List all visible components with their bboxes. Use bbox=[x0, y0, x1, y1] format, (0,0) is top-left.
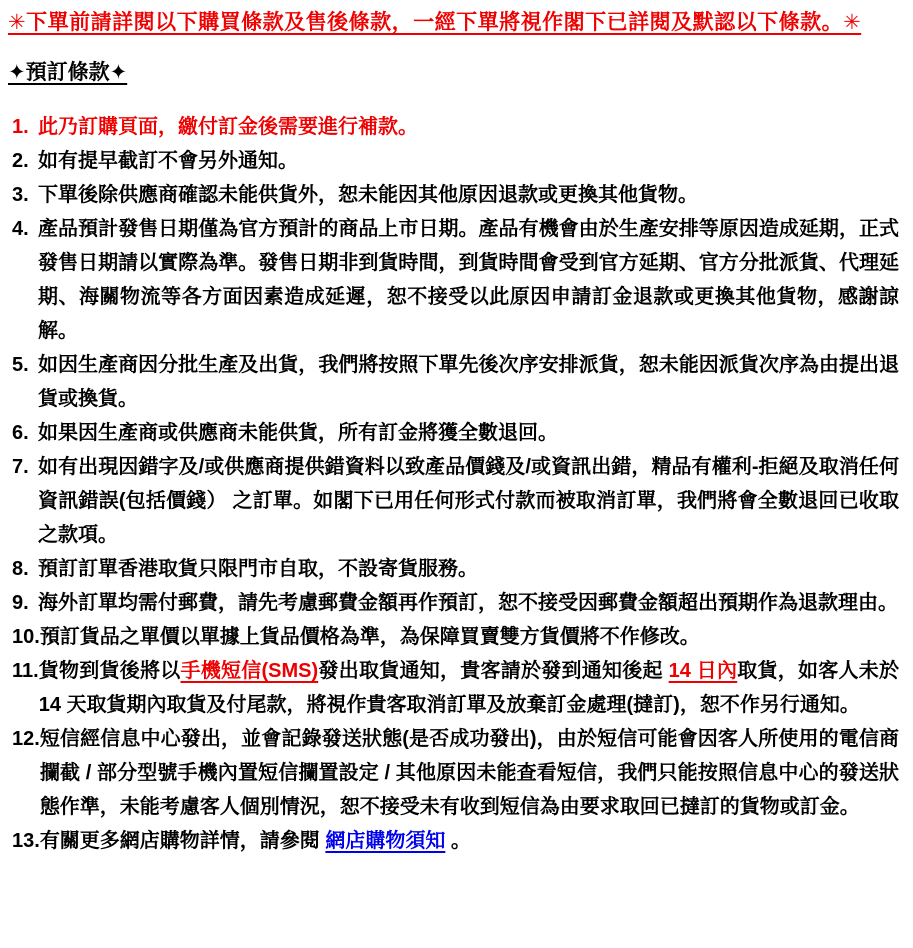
item-number: 1. bbox=[12, 116, 29, 138]
term-item-7 bbox=[8, 450, 899, 552]
item-number: 4. bbox=[12, 218, 29, 240]
item-text bbox=[38, 348, 899, 416]
item-number: 8. bbox=[12, 558, 29, 580]
text-segment: 短信經信息中心發出，並會記錄發送狀態(是否成功發出)，由於短信可能會因客人所使用的電信商攔截 / 部分型號手機內置短信攔置設定 / 其他原因未能查看短信，我們只能按照信息中心的發送狀態作準，未能考慮客人個別情況，恕不接受未有收到短信為由要求取回已撻訂的貨物或訂金。 bbox=[39, 728, 899, 818]
term-item-9 bbox=[8, 586, 899, 620]
text-segment: 海外訂單均需付郵費，請先考慮郵費金額再作預訂，恕不接受因郵費金額超出預期作為退款理由。 bbox=[38, 592, 898, 614]
section-heading-text: ✦預訂條款✦ bbox=[8, 61, 128, 84]
item-number: 13. bbox=[12, 830, 40, 852]
term-item-3 bbox=[8, 178, 899, 212]
text-segment: 如因生產商因分批生產及出貨，我們將按照下單先後次序安排派貨，恕未能因派貨次序為由提出退貨或換貨。 bbox=[38, 354, 899, 410]
text-segment: 下單後除供應商確認未能供貨外，恕未能因其他原因退款或更換其他貨物。 bbox=[38, 184, 698, 206]
text-segment: 有關更多網店購物詳情，請參閱 bbox=[39, 830, 326, 852]
item-text bbox=[40, 620, 899, 654]
text-segment: 預訂貨品之單價以單據上貨品價格為準，為保障買賣雙方貨價將不作修改。 bbox=[39, 626, 700, 648]
item-text bbox=[38, 586, 899, 620]
term-item-12 bbox=[8, 722, 899, 824]
text-segment: 產品預計發售日期僅為官方預計的商品上市日期。產品有機會由於生產安排等原因造成延期，正式發售日期請以實際為準。發售日期非到貨時間，到貨時間會受到官方延期、官方分批派貨、代理延期、海關物流等各方面因素造成延遲，恕不接受以此原因申請訂金退款或更換其他貨物，感謝諒解。 bbox=[38, 218, 899, 342]
term-item-2 bbox=[8, 144, 899, 178]
text-segment: 貨物到貨後將以 bbox=[38, 660, 181, 682]
term-item-4 bbox=[8, 212, 899, 348]
highlighted-phrase: 手機短信(SMS) bbox=[180, 660, 319, 682]
item-text bbox=[38, 450, 899, 552]
section-heading-preorder-terms bbox=[8, 60, 899, 86]
item-number: 3. bbox=[12, 184, 29, 206]
item-number: 9. bbox=[12, 592, 29, 614]
term-item-10 bbox=[8, 620, 899, 654]
text-segment: 此乃訂購頁面，繳付訂金後需要進行補款。 bbox=[38, 116, 418, 138]
text-segment: 如果因生產商或供應商未能供貨，所有訂金將獲全數退回。 bbox=[38, 422, 558, 444]
item-text bbox=[38, 110, 899, 144]
item-text bbox=[40, 824, 899, 858]
highlighted-phrase: 14 日內 bbox=[668, 660, 738, 682]
term-item-6 bbox=[8, 416, 899, 450]
text-segment: 預訂訂單香港取貨只限門市自取，不設寄貨服務。 bbox=[38, 558, 478, 580]
item-number: 12. bbox=[12, 728, 40, 750]
item-number: 6. bbox=[12, 422, 29, 444]
item-text bbox=[38, 144, 899, 178]
item-number: 10. bbox=[12, 626, 40, 648]
item-text bbox=[40, 722, 899, 824]
item-number: 11. bbox=[12, 660, 39, 682]
term-item-11 bbox=[8, 654, 899, 722]
term-item-8 bbox=[8, 552, 899, 586]
item-number: 7. bbox=[12, 456, 29, 478]
term-item-13 bbox=[8, 824, 899, 858]
text-segment: 如有出現因錯字及/或供應商提供錯資料以致產品價錢及/或資訊出錯，精品有權利-拒絕及取消任何資訊錯誤(包括價錢） 之訂單。如閣下已用任何形式付款而被取消訂單，我們將會全數退回已收取之款項。 bbox=[38, 456, 899, 546]
text-segment: 如有提早截訂不會另外通知。 bbox=[38, 150, 298, 172]
notice-title: ✳下單前請詳閱以下購買條款及售後條款，一經下單將視作閣下已詳閱及默認以下條款。✳ bbox=[8, 11, 862, 34]
term-item-1 bbox=[8, 110, 899, 144]
store-shopping-guide-link[interactable]: 網店購物須知 bbox=[325, 830, 446, 852]
item-text bbox=[39, 654, 899, 722]
item-text bbox=[38, 416, 899, 450]
text-segment: 取貨，如客人未於 14 天取貨期內取貨及付尾款，將視作貴客取消訂單及放棄訂金處理(撻訂)，恕不作另行通知。 bbox=[38, 660, 899, 716]
item-text bbox=[38, 552, 899, 586]
item-text bbox=[38, 212, 899, 348]
item-number: 5. bbox=[12, 354, 29, 376]
terms-list bbox=[8, 110, 899, 858]
item-text bbox=[38, 178, 899, 212]
item-number: 2. bbox=[12, 150, 29, 172]
text-segment: 發出取貨通知，貴客請於發到通知後起 bbox=[318, 660, 669, 682]
text-segment: 。 bbox=[445, 830, 471, 852]
term-item-5 bbox=[8, 348, 899, 416]
